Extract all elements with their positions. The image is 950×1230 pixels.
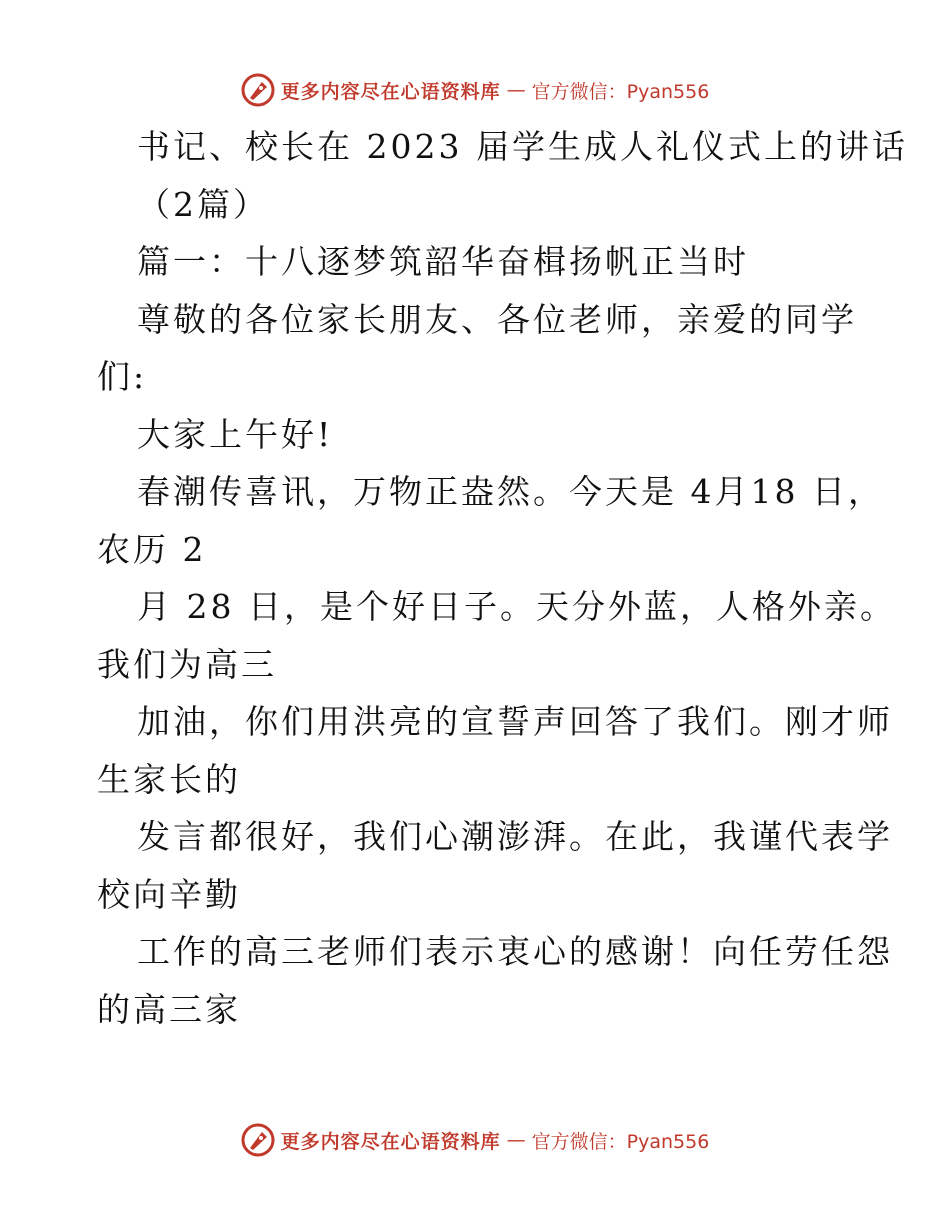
document-line: 书记、校长在 2023 届学生成人礼仪式上的讲话 xyxy=(137,127,908,166)
banner-wechat-id: 官方微信：Pyan556 xyxy=(531,1130,710,1153)
banner-slogan: 更多内容尽在心语资料库 xyxy=(280,1130,501,1153)
document-line: 篇一：十八逐梦筑韶华奋楫扬帆正当时 xyxy=(137,242,749,281)
document-line: 我们为高三 xyxy=(97,644,277,684)
document-line: 的高三家 xyxy=(97,989,241,1029)
pen-nib-logo-icon xyxy=(241,73,275,107)
banner-separator: — xyxy=(506,1129,526,1151)
footer-banner-content xyxy=(241,1123,710,1157)
document-line: 发言都很好，我们心潮澎湃。在此，我谨代表学 xyxy=(137,817,893,856)
document-line: 加油，你们用洪亮的宣誓声回答了我们。刚才师 xyxy=(137,702,893,741)
pen-nib-logo-icon xyxy=(241,1123,275,1157)
document-body xyxy=(97,118,908,1038)
header-banner-content xyxy=(241,73,710,107)
document-line: 尊敬的各位家长朋友、各位老师，亲爱的同学 xyxy=(137,299,857,339)
document-line: 月 28 日，是个好日子。天分外蓝，人格外亲。 xyxy=(137,587,896,626)
document-line: 校向辛勤 xyxy=(97,874,241,914)
document-line: （2篇） xyxy=(137,184,269,224)
header-banner xyxy=(0,70,950,110)
footer-banner xyxy=(0,1120,950,1160)
document-line: 们: xyxy=(97,357,148,396)
document-line: 生家长的 xyxy=(97,759,241,799)
document-line: 工作的高三老师们表示衷心的感谢！向任劳任怨 xyxy=(137,932,893,971)
document-line: 大家上午好! xyxy=(137,414,334,454)
banner-wechat-id: 官方微信：Pyan556 xyxy=(531,80,710,103)
banner-separator: — xyxy=(506,79,526,101)
document-line: 农历 2 xyxy=(97,529,207,569)
document-line: 春潮传喜讯，万物正盎然。今天是 4月18 日， xyxy=(137,472,884,511)
banner-slogan: 更多内容尽在心语资料库 xyxy=(280,80,501,103)
